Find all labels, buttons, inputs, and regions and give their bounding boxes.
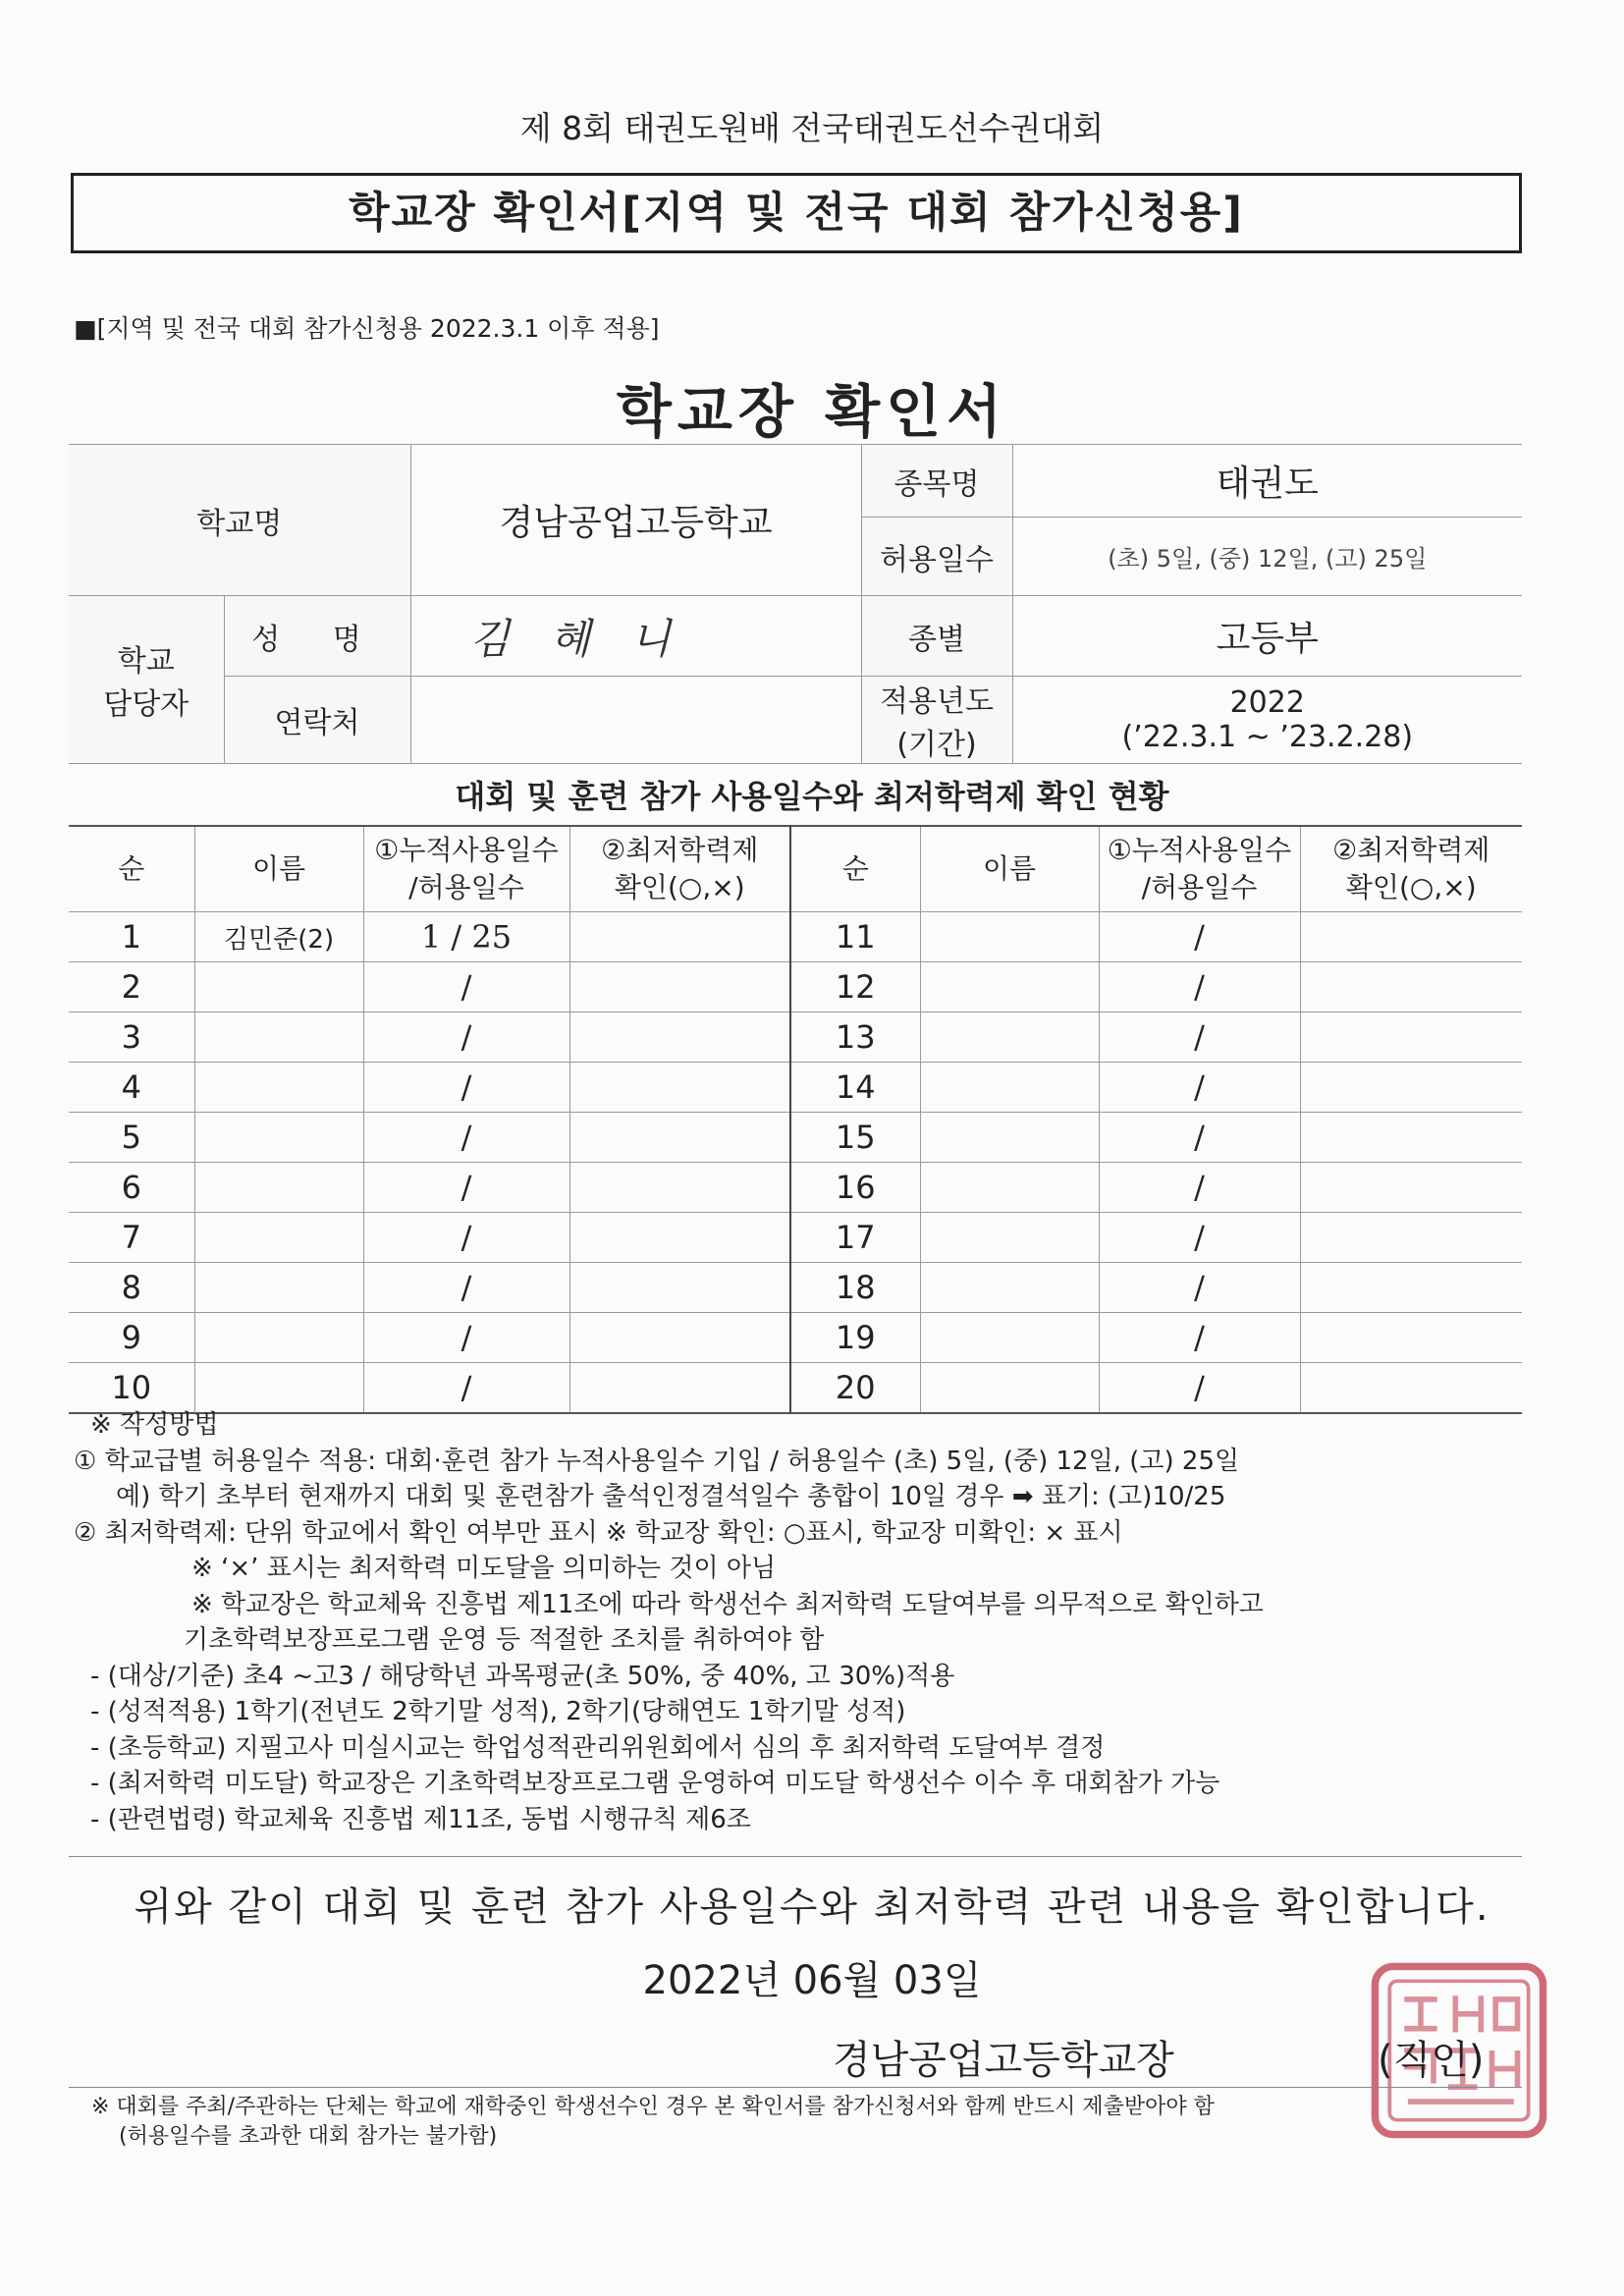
row-no: 10: [69, 1363, 194, 1414]
row-no: 5: [69, 1113, 194, 1163]
footer-note-line2: (허용일수를 초과한 대회 참가는 불가함): [119, 2124, 498, 2149]
row-name: [194, 1063, 363, 1113]
header-used-right: [1099, 826, 1300, 912]
row-used-days: /: [363, 1063, 569, 1113]
school-name-label: 학교명: [69, 445, 410, 596]
row-no: 8: [69, 1263, 194, 1313]
manager-label-line2: 담당자: [103, 687, 189, 722]
guide-line: ※ ‘×’ 표시는 최저학력 미도달을 의미하는 것이 아님: [191, 1554, 777, 1583]
document-title-box: [71, 173, 1522, 253]
applied-year-label-line1: 적용년도: [880, 684, 994, 719]
table-row: [69, 962, 1522, 1012]
row-used-days: /: [363, 1113, 569, 1163]
applied-year-label-line2: (기간): [896, 728, 977, 762]
row-name: [920, 912, 1099, 962]
row-min-check: [1300, 1363, 1522, 1414]
guide-heading: ※ 작성방법: [90, 1410, 219, 1440]
sport-label: 종목명: [861, 445, 1012, 518]
row-name: [194, 1163, 363, 1213]
guide-line: ② 최저학력제: 단위 학교에서 확인 여부만 표시 ※ 학교장 확인: ○표시, 학교장 미확인: × 표시: [74, 1517, 1123, 1548]
header-min-left-line2: 확인(○,×): [614, 871, 745, 903]
header-used-right-line1: ①누적사용일수: [1107, 834, 1292, 866]
row-min-check: [569, 1063, 790, 1113]
allowed-days-label: 허용일수: [861, 518, 1012, 596]
guide-line: - (최저학력 미도달) 학교장은 기초학력보장프로그램 운영하여 미도달 학생선수 이수 후 대회참가 가능: [90, 1769, 1220, 1798]
writing-guide: [74, 1407, 1546, 1837]
applied-year-label: [861, 677, 1012, 764]
row-name: [920, 1063, 1099, 1113]
manager-name-value: 김 혜 니: [410, 596, 861, 677]
row-used-days: /: [1099, 962, 1300, 1012]
footer-divider: [69, 2087, 1522, 2088]
row-min-check: [1300, 1012, 1522, 1063]
header-name-right: 이름: [920, 826, 1099, 912]
guide-line: - (성적적용) 1학기(전년도 2학기말 성적), 2학기(당해연도 1학기말 성적): [90, 1697, 906, 1726]
seal-label: (직인): [1378, 2038, 1485, 2083]
applied-year-value: [1012, 677, 1522, 764]
header-no-left: 순: [69, 826, 194, 912]
header-used-left-line1: ①누적사용일수: [374, 834, 559, 866]
row-used-days: /: [1099, 1313, 1300, 1363]
principal-name: 경남공업고등학교장: [833, 2038, 1174, 2083]
allowed-days-value: (초) 5일, (중) 12일, (고) 25일: [1012, 518, 1522, 596]
row-no: 3: [69, 1012, 194, 1063]
row-used-days: /: [363, 1163, 569, 1213]
application-notice: ■[지역 및 전국 대회 참가신청용 2022.3.1 이후 적용]: [74, 314, 660, 343]
row-used-days: /: [363, 1363, 569, 1414]
division-label: 종별: [861, 596, 1012, 677]
row-min-check: [569, 1163, 790, 1213]
row-min-check: [569, 962, 790, 1012]
table-row: [69, 1113, 1522, 1163]
row-no: 13: [790, 1012, 920, 1063]
row-used-days: /: [1099, 1113, 1300, 1163]
guide-line: - (대상/기준) 초4 ~고3 / 해당학년 과목평균(초 50%, 중 40%, 고 30%)적용: [90, 1661, 955, 1691]
row-name: 김민준(2): [194, 912, 363, 962]
table-row: [69, 1213, 1522, 1263]
status-title: 대회 및 훈련 참가 사용일수와 최저학력제 확인 현황: [455, 778, 1169, 815]
row-no: 19: [790, 1313, 920, 1363]
table-row: [69, 1063, 1522, 1113]
row-no: 15: [790, 1113, 920, 1163]
table-row: [69, 1263, 1522, 1313]
row-used-days: /: [1099, 1012, 1300, 1063]
document-title-box-text: 학교장 확인서[지역 및 전국 대회 참가신청용]: [349, 189, 1244, 238]
row-name: [920, 1163, 1099, 1213]
row-min-check: [569, 1213, 790, 1263]
footer-note: [91, 2093, 1215, 2152]
row-name: [920, 1363, 1099, 1414]
row-no: 14: [790, 1063, 920, 1113]
row-min-check: [1300, 962, 1522, 1012]
row-no: 1: [69, 912, 194, 962]
sport-value: 태권도: [1012, 445, 1522, 518]
status-header-row: [69, 826, 1522, 912]
row-name: [920, 1113, 1099, 1163]
row-min-check: [1300, 1163, 1522, 1213]
row-used-days: /: [1099, 1363, 1300, 1414]
guide-line: 기초학력보장프로그램 운영 등 적절한 조치를 취하여야 함: [184, 1625, 825, 1655]
contact-value: [410, 677, 861, 764]
row-name: [194, 1313, 363, 1363]
header-used-left: [363, 826, 569, 912]
row-name: [194, 962, 363, 1012]
header-name-left: 이름: [194, 826, 363, 912]
applied-year-value-line1: 2022: [1229, 685, 1305, 720]
row-name: [194, 1263, 363, 1313]
row-no: 4: [69, 1063, 194, 1113]
table-row: [69, 1012, 1522, 1063]
row-name: [920, 1012, 1099, 1063]
row-name: [920, 1213, 1099, 1263]
header-min-right-line1: ②최저학력제: [1332, 834, 1490, 866]
guide-line: ① 학교급별 허용일수 적용: 대회·훈련 참가 누적사용일수 기입 / 허용일수 (초) 5일, (중) 12일, (고) 25일: [74, 1446, 1240, 1476]
row-no: 17: [790, 1213, 920, 1263]
header-used-left-line2: /허용일수: [408, 871, 524, 903]
row-no: 11: [790, 912, 920, 962]
division-value: 고등부: [1012, 596, 1522, 677]
row-min-check: [569, 1113, 790, 1163]
row-min-check: [1300, 912, 1522, 962]
row-no: 16: [790, 1163, 920, 1213]
guide-line: - (초등학교) 지필고사 미실시교는 학업성적관리위원회에서 심의 후 최저학력 도달여부 결정: [90, 1732, 1106, 1763]
document-title: 학교장 확인서: [616, 378, 1008, 445]
guide-divider: [69, 1856, 1522, 1857]
info-table: [69, 444, 1522, 764]
manager-label-line1: 학교: [117, 644, 175, 679]
row-no: 9: [69, 1313, 194, 1363]
row-min-check: [1300, 1213, 1522, 1263]
row-name: [920, 1313, 1099, 1363]
row-no: 7: [69, 1213, 194, 1263]
footer-note-line1: ※ 대회를 주최/주관하는 단체는 학교에 재학중인 학생선수인 경우 본 확인서를 참가신청서와 함께 반드시 제출받아야 함: [91, 2095, 1215, 2119]
row-used-days: /: [363, 1213, 569, 1263]
row-used-days: /: [363, 1313, 569, 1363]
header-no-right: 순: [790, 826, 920, 912]
applied-year-value-line2: (’22.3.1 ~ ’23.2.28): [1121, 720, 1414, 754]
row-used-days: /: [1099, 1263, 1300, 1313]
row-used-days: /: [1099, 1213, 1300, 1263]
confirmation-statement: 위와 같이 대회 및 훈련 참가 사용일수와 최저학력 관련 내용을 확인합니다.: [134, 1885, 1490, 1930]
row-min-check: [1300, 1263, 1522, 1313]
row-used-days: /: [1099, 1063, 1300, 1113]
row-min-check: [569, 1263, 790, 1313]
row-used-days: /: [363, 962, 569, 1012]
row-name: [194, 1363, 363, 1414]
row-used-days: /: [1099, 912, 1300, 962]
row-min-check: [1300, 1063, 1522, 1113]
row-used-days: 1 / 25: [363, 912, 569, 962]
row-min-check: [569, 912, 790, 962]
row-used-days: /: [363, 1263, 569, 1313]
row-name: [194, 1113, 363, 1163]
row-min-check: [569, 1012, 790, 1063]
row-used-days: /: [363, 1012, 569, 1063]
header-min-right-line2: 확인(○,×): [1345, 871, 1477, 903]
row-name: [194, 1012, 363, 1063]
issue-date: 2022년 06월 03일: [642, 1958, 982, 2003]
row-min-check: [569, 1313, 790, 1363]
row-name: [920, 962, 1099, 1012]
row-name: [920, 1263, 1099, 1313]
row-no: 6: [69, 1163, 194, 1213]
header-min-left-line1: ②최저학력제: [601, 834, 759, 866]
row-min-check: [1300, 1313, 1522, 1363]
row-no: 12: [790, 962, 920, 1012]
status-table: [69, 825, 1522, 1414]
guide-line: 예) 학기 초부터 현재까지 대회 및 훈련참가 출석인정결석일수 총합이 10일 경우 ➡ 표기: (고)10/25: [116, 1482, 1226, 1511]
guide-line: ※ 학교장은 학교체육 진흥법 제11조에 따라 학생선수 최저학력 도달여부를 의무적으로 확인하고: [191, 1589, 1264, 1619]
table-row: [69, 1363, 1522, 1414]
event-title: 제 8회 태권도원배 전국태권도선수권대회: [519, 109, 1105, 147]
row-name: [194, 1213, 363, 1263]
manager-name-label: 성 명: [224, 596, 410, 677]
contact-label: 연락처: [224, 677, 410, 764]
header-min-left: [569, 826, 790, 912]
row-no: 20: [790, 1363, 920, 1414]
row-no: 18: [790, 1263, 920, 1313]
manager-label: [69, 596, 224, 764]
table-row: [69, 1313, 1522, 1363]
row-no: 2: [69, 962, 194, 1012]
header-min-right: [1300, 826, 1522, 912]
table-row: [69, 912, 1522, 962]
row-used-days: /: [1099, 1163, 1300, 1213]
guide-line: - (관련법령) 학교체육 진흥법 제11조, 동법 시행규칙 제6조: [90, 1804, 751, 1834]
school-name-value: 경남공업고등학교: [410, 445, 861, 596]
row-min-check: [569, 1363, 790, 1414]
row-min-check: [1300, 1113, 1522, 1163]
header-used-right-line2: /허용일수: [1141, 871, 1258, 903]
table-row: [69, 1163, 1522, 1213]
